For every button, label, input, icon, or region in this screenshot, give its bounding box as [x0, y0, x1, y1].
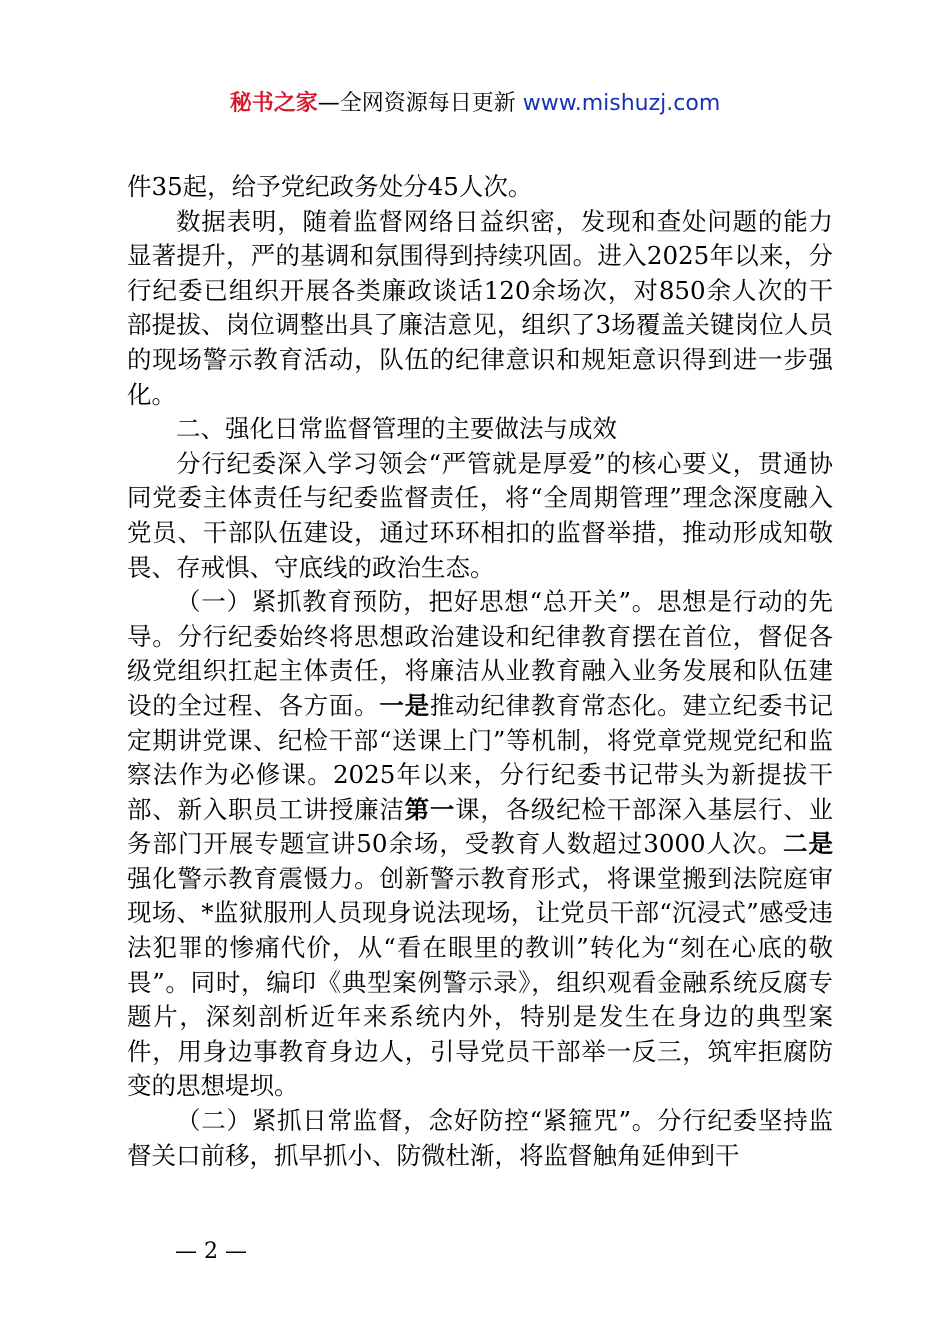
paragraph: 分行纪委深入学习领会“严管就是厚爱”的核心要义，贯通协同党委主体责任与纪委监督责任，将“全周期管理”理念深度融入党员、干部队伍建设，通过环环相扣的监督举措，推动形成知敬畏、存戒惧、守底线的政治生态。: [127, 448, 833, 582]
document-body: [127, 170, 833, 1173]
site-url-link[interactable]: www.mishuzj.com: [522, 91, 721, 116]
page-number: — 2 —: [175, 1239, 247, 1264]
paragraph: 数据表明，随着监督网络日益织密，发现和查处问题的能力显著提升，严的基调和氛围得到持续巩固。进入2025年以来，分行纪委已组织开展各类廉政谈话120余场次，对850余人次的干部提拔、岗位调整出具了廉洁意见，组织了3场覆盖关键岗位人员的现场警示教育活动，队伍的纪律意识和规矩意识得到进一步强化。: [127, 206, 833, 409]
paragraph-text: 推动纪律教育常态化。建立纪委书记定期讲党课、纪检干部“送课上门”等机制，将党章党规党纪和监察法作为必修课。2025年以来，分行纪委书记带头为新提拔干部、新入职员工讲授廉洁: [127, 690, 834, 824]
paragraph-text: （一）紧抓教育预防，把好思想“总开关”。思想是行动的先导。分行纪委始终将思想政治建设和纪律教育摆在首位，督促各级党组织扛起主体责任，将廉洁从业教育融入业务发展和队伍建设的全过程、各方面。: [127, 587, 833, 720]
bold-marker: 第一: [404, 794, 456, 824]
site-tagline: —全网资源每日更新: [317, 91, 516, 116]
section-heading: 二、强化日常监督管理的主要做法与成效: [176, 414, 617, 444]
bold-marker: 二是: [783, 829, 833, 859]
site-banner: [0, 88, 950, 120]
paragraph: （二）紧抓日常监督，念好防控“紧箍咒”。分行纪委坚持监督关口前移，抓早抓小、防微杜渐，将监督触角延伸到干: [127, 1106, 833, 1170]
site-brand: 秘书之家: [229, 91, 318, 116]
paragraph-text: 课，各级纪检干部深入基层行、业务部门开展专题宣讲50余场，受教育人数超过3000人次。: [127, 794, 834, 859]
bold-marker: 一是: [379, 690, 430, 720]
paragraph: 件35起，给予党纪政务处分45人次。: [127, 172, 533, 201]
paragraph: [127, 585, 833, 1104]
paragraph-text: 强化警示教育震慑力。创新警示教育形式，将课堂搬到法院庭审现场、*监狱服刑人员现身说法现场，让党员干部“沉浸式”感受违法犯罪的惨痛代价，从“看在眼里的教训”转化为“刻在心底的敬畏”。同时，编印《典型案例警示录》，组织观看金融系统反腐专题片，深刻剖析近年来系统内外，特别是发生在身边的典型案件，用身边事教育身边人，引导党员干部举一反三，筑牢拒腐防变的思想堤坝。: [127, 863, 833, 1101]
